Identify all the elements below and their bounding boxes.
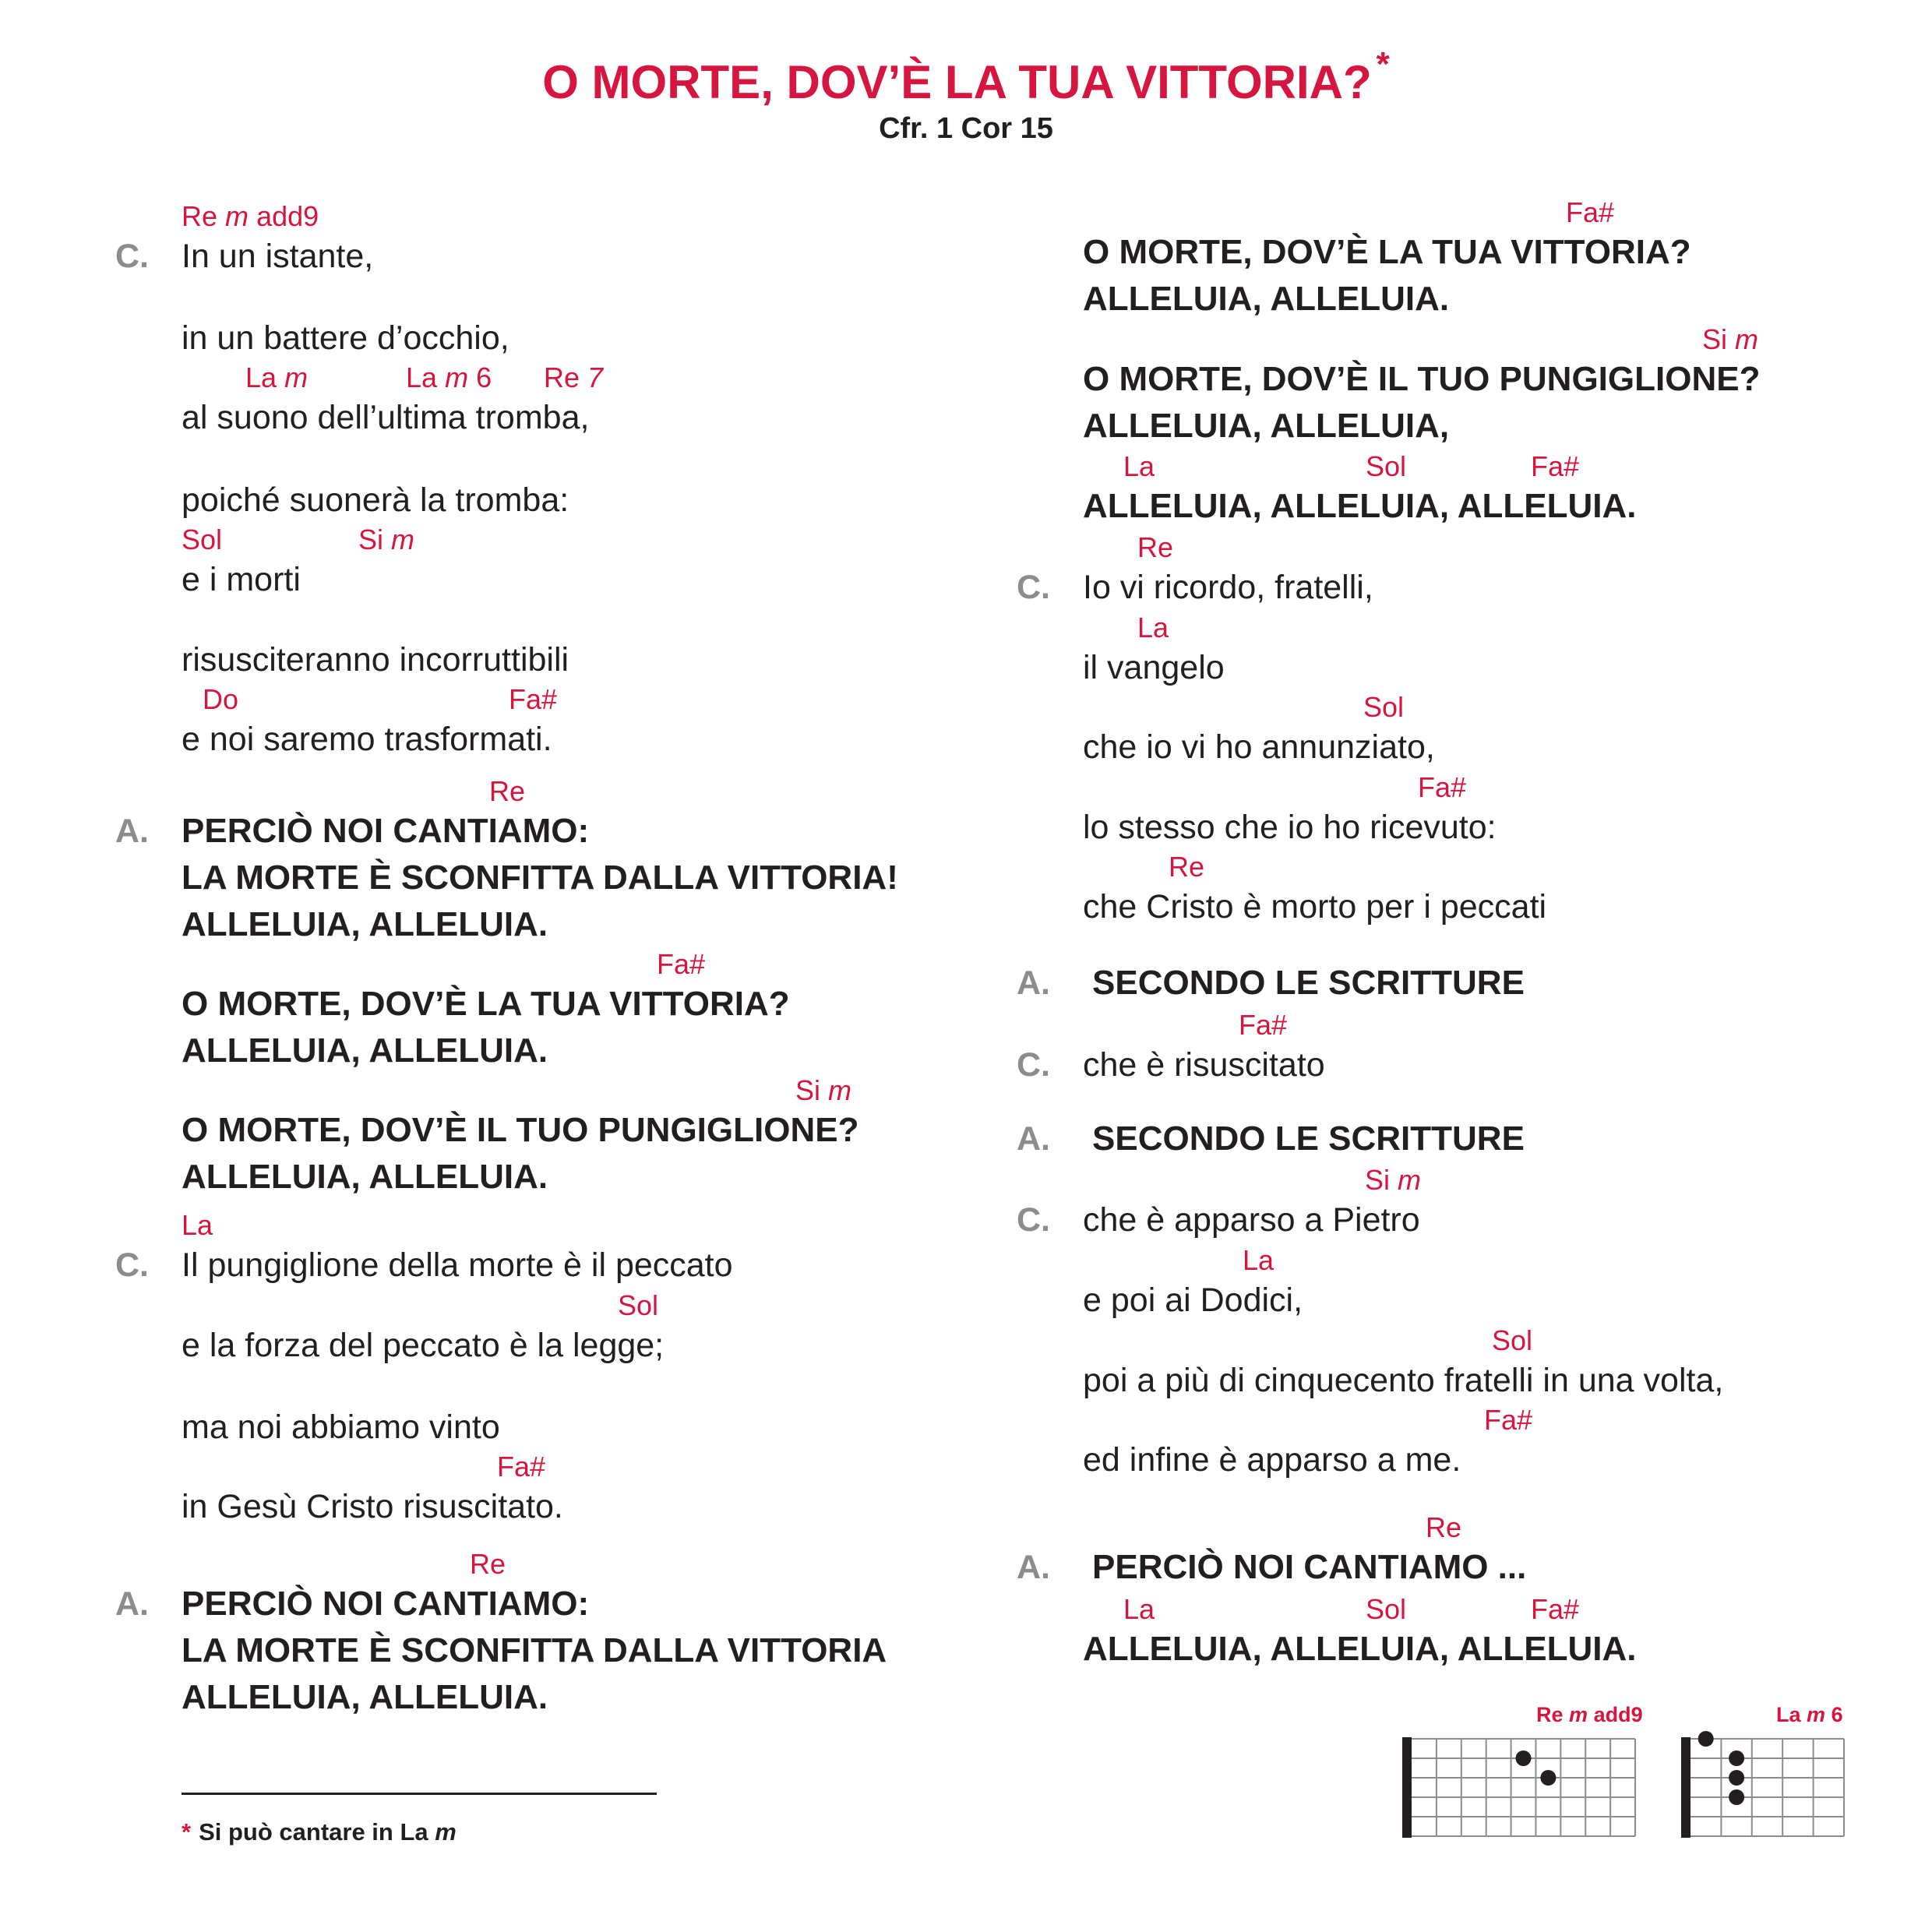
refrain-text: O MORTE, DOV’È IL TUO PUNGIGLIONE?	[182, 1111, 859, 1149]
verse-text: in Gesù Cristo risuscitato.	[182, 1488, 563, 1525]
refrain-text: PERCIÒ NOI CANTIAMO:	[182, 812, 590, 850]
speaker-mark: A.	[1017, 1120, 1050, 1158]
chord-label	[618, 1290, 658, 1321]
chord-name: Re	[489, 775, 526, 807]
chord-label	[489, 776, 525, 807]
chord-label	[1484, 1405, 1532, 1436]
diagram-nut	[1402, 1737, 1412, 1838]
refrain-text: PERCIÒ NOI CANTIAMO ...	[1092, 1548, 1527, 1586]
verse-text: Io vi ricordo, fratelli,	[1083, 569, 1373, 606]
chord-label	[1363, 692, 1404, 723]
verse-text: che Cristo è morto per i peccati	[1083, 888, 1547, 925]
chord-name: Fa#	[1239, 1009, 1288, 1041]
chord-name: La	[182, 1209, 213, 1241]
refrain-text: ALLELUIA, ALLELUIA.	[182, 1678, 548, 1716]
refrain-text: O MORTE, DOV’È LA TUA VITTORIA?	[1083, 233, 1691, 271]
speaker-mark: A.	[1017, 964, 1050, 1002]
chord-label	[203, 684, 238, 715]
chord-name: La	[1123, 450, 1155, 482]
speaker-mark: C.	[115, 238, 149, 275]
speaker-mark: C.	[1017, 1201, 1050, 1239]
chord-label	[795, 1075, 851, 1106]
verse-text: poiché suonerà la tromba:	[182, 481, 569, 519]
chord-label	[1365, 1165, 1421, 1196]
chord-extension: 7	[587, 361, 604, 393]
refrain-text: O MORTE, DOV’È IL TUO PUNGIGLIONE?	[1083, 360, 1761, 398]
speaker-mark: C.	[1017, 569, 1050, 606]
chord-label	[1531, 1594, 1579, 1625]
speaker-mark: A.	[1017, 1549, 1050, 1586]
chord-name: Fa#	[509, 683, 558, 715]
chord-quality: m	[828, 1074, 852, 1106]
chord-name: Do	[203, 683, 239, 715]
chord-name: Sol	[1492, 1324, 1533, 1356]
song-subtitle: Cfr. 1 Cor 15	[879, 112, 1053, 145]
chord-name: La	[1123, 1593, 1155, 1625]
chord-label	[182, 201, 319, 232]
chord-label	[1566, 197, 1614, 228]
footnote-divider	[182, 1793, 657, 1795]
verse-text: al suono dell’ultima tromba,	[182, 399, 590, 436]
chord-label	[544, 362, 603, 393]
chord-name: Sol	[1363, 691, 1405, 723]
speaker-mark: A.	[115, 1585, 149, 1623]
diagram-nut	[1681, 1737, 1690, 1838]
chord-diagram-la-m-6	[1673, 1731, 1853, 1840]
chord-label	[406, 362, 492, 393]
chord-name: Sol	[1366, 450, 1407, 482]
verse-text: e i morti	[182, 561, 301, 598]
chord-quality: m	[445, 361, 469, 393]
finger-dot	[1698, 1731, 1714, 1747]
chord-name: Si	[358, 524, 384, 555]
footnote-asterisk: *	[182, 1818, 192, 1846]
verse-text: in un battere d’occhio,	[182, 319, 509, 357]
refrain-text: ALLELUIA, ALLELUIA,	[1083, 407, 1450, 445]
verse-text: e la forza del peccato è la legge;	[182, 1327, 665, 1364]
chord-name: Fa#	[657, 948, 706, 980]
chord-label	[1243, 1245, 1274, 1276]
refrain-text: O MORTE, DOV’È LA TUA VITTORIA?	[182, 985, 790, 1023]
refrain-text: ALLELUIA, ALLELUIA.	[1083, 280, 1450, 318]
finger-dot	[1729, 1789, 1744, 1805]
refrain-text: SECONDO LE SCRITTURE	[1092, 964, 1525, 1002]
chord-label	[497, 1451, 545, 1482]
chord-label	[1492, 1325, 1532, 1356]
chord-label	[1418, 772, 1466, 803]
chord-name: Si	[795, 1074, 821, 1106]
title-asterisk: *	[1376, 45, 1390, 83]
chord-name: Re	[544, 361, 580, 393]
chord-quality: m	[391, 524, 415, 555]
chord-name: Si	[1702, 323, 1728, 355]
chord-diagram-label-re-m-add9: Re m add9	[1536, 1703, 1643, 1726]
refrain-text: ALLELUIA, ALLELUIA, ALLELUIA.	[1083, 1630, 1637, 1668]
chord-label	[358, 524, 414, 555]
refrain-text: ALLELUIA, ALLELUIA.	[182, 1031, 548, 1070]
chord-label	[1702, 324, 1758, 355]
verse-text: che io vi ho annunziato,	[1083, 728, 1435, 766]
chord-name: Fa#	[1418, 771, 1467, 803]
verse-text: che è risuscitato	[1083, 1046, 1325, 1084]
verse-text: ed infine è apparso a me.	[1083, 1441, 1461, 1479]
chord-extension: 6	[476, 361, 492, 393]
chord-name: Fa#	[1531, 450, 1580, 482]
chord-label	[245, 362, 308, 393]
chord-quality: m	[1735, 323, 1759, 355]
chord-label	[1366, 1594, 1406, 1625]
chord-label	[1239, 1010, 1287, 1041]
chord-diagram-label-la-m-6: La m 6	[1776, 1703, 1843, 1726]
chord-label	[509, 684, 557, 715]
chord-name: Re	[182, 200, 218, 232]
speaker-mark: C.	[1017, 1046, 1050, 1084]
chord-name: Re	[470, 1548, 506, 1580]
finger-dot	[1516, 1750, 1532, 1766]
verse-text: poi a più di cinquecento fratelli in una volta,	[1083, 1362, 1724, 1399]
chord-name: Re	[1137, 531, 1174, 563]
verse-text: ma noi abbiamo vinto	[182, 1408, 500, 1446]
chord-name: Re	[1426, 1511, 1462, 1543]
chord-label	[182, 1210, 213, 1241]
chord-diagram-re-m-add9	[1394, 1731, 1644, 1840]
chord-name: La	[1137, 612, 1169, 643]
footnote-chord-quality: m	[435, 1818, 457, 1846]
chord-name: La	[245, 361, 277, 393]
chord-label	[1137, 532, 1173, 563]
song-title: O MORTE, DOV’È LA TUA VITTORIA? *	[542, 45, 1390, 108]
verse-text: Il pungiglione della morte è il peccato	[182, 1246, 733, 1284]
refrain-text: PERCIÒ NOI CANTIAMO:	[182, 1585, 590, 1623]
chord-name: Re	[1169, 851, 1205, 883]
finger-dot	[1729, 1750, 1744, 1766]
verse-text: risusciteranno incorruttibili	[182, 641, 569, 679]
chord-quality: m	[284, 361, 308, 393]
speaker-mark: A.	[115, 813, 149, 850]
chord-label	[1123, 451, 1155, 482]
chord-name: Si	[1365, 1164, 1391, 1196]
refrain-text: ALLELUIA, ALLELUIA.	[182, 905, 548, 943]
chord-name: Fa#	[497, 1451, 546, 1482]
chord-label	[1137, 612, 1169, 643]
chord-name: La	[406, 361, 438, 393]
chord-label	[657, 949, 705, 980]
refrain-text: LA MORTE È SCONFITTA DALLA VITTORIA!	[182, 858, 898, 897]
verse-text: il vangelo	[1083, 649, 1225, 686]
refrain-text: SECONDO LE SCRITTURE	[1092, 1119, 1525, 1158]
chord-label	[1169, 851, 1204, 883]
footnote-text: Si può cantare in La	[199, 1818, 428, 1846]
chord-name: Fa#	[1531, 1593, 1580, 1625]
refrain-text: LA MORTE È SCONFITTA DALLA VITTORIA	[182, 1631, 887, 1669]
chord-label	[470, 1549, 506, 1580]
chord-name: Sol	[618, 1289, 659, 1321]
chord-label	[182, 524, 222, 555]
chord-label	[1366, 451, 1406, 482]
refrain-text: ALLELUIA, ALLELUIA.	[182, 1158, 548, 1196]
chord-quality: m	[1398, 1164, 1422, 1196]
chord-name: Fa#	[1566, 196, 1615, 228]
chord-name: Fa#	[1484, 1404, 1533, 1436]
refrain-text: ALLELUIA, ALLELUIA, ALLELUIA.	[1083, 487, 1637, 525]
finger-dot	[1729, 1770, 1744, 1786]
chord-name: La	[1243, 1244, 1274, 1276]
chord-extension: add9	[256, 200, 319, 232]
verse-text: In un istante,	[182, 238, 374, 275]
verse-text: e poi ai Dodici,	[1083, 1282, 1303, 1319]
footnote	[182, 1818, 457, 1846]
verse-text: che è apparso a Pietro	[1083, 1201, 1420, 1239]
verse-text: lo stesso che io ho ricevuto:	[1083, 809, 1497, 846]
chord-name: Sol	[1366, 1593, 1407, 1625]
verse-text: e noi saremo trasformati.	[182, 721, 552, 758]
chord-quality: m	[225, 200, 249, 232]
chord-label	[1123, 1594, 1155, 1625]
chord-label	[1426, 1512, 1461, 1543]
chord-label	[1531, 451, 1579, 482]
finger-dot	[1540, 1770, 1556, 1786]
chord-name: Sol	[182, 524, 223, 555]
speaker-mark: C.	[115, 1246, 149, 1284]
